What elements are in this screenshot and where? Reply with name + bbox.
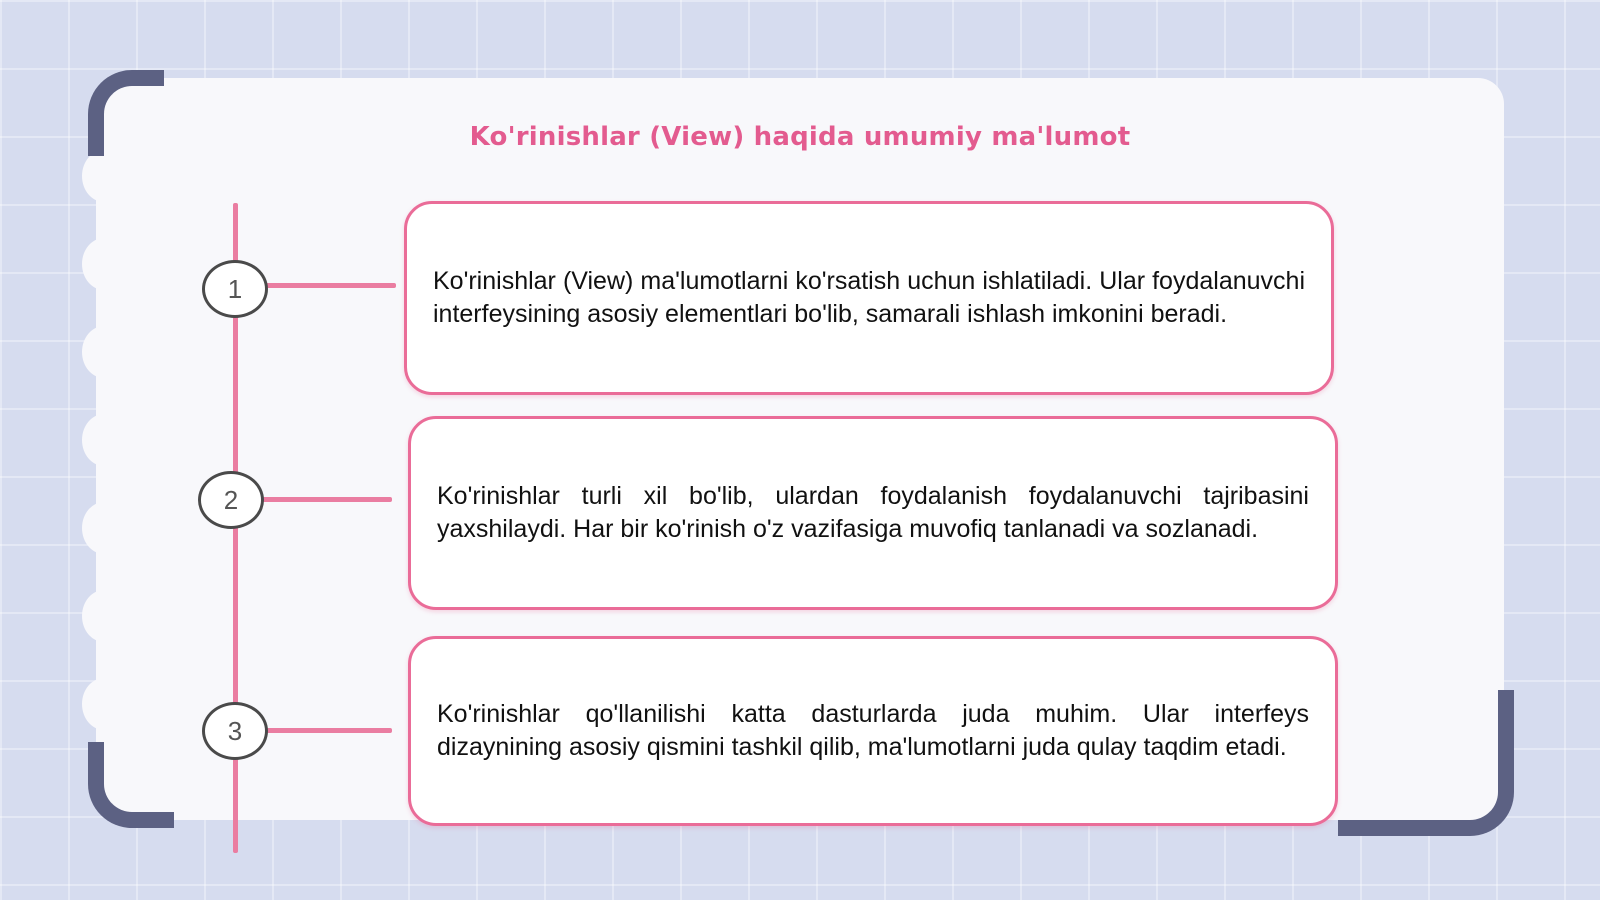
timeline-connector <box>266 283 396 288</box>
timeline-connector <box>266 728 392 733</box>
paper-scallop <box>82 414 126 466</box>
step-text-1: Ko'rinishlar (View) ma'lumotlarni ko'rsatish uchun ishlatiladi. Ular foydalanuvchi interfeysining asosiy elementlari bo'lib, samarali ishlash imkonini beradi. <box>433 267 1305 328</box>
step-text-3: Ko'rinishlar qo'llanilishi katta dasturlarda juda muhim. Ular interfeys dizaynining asosiy qismini tashkil qilib, ma'lumotlarni juda qulay taqdim etadi. <box>437 700 1309 761</box>
step-card-2 <box>408 416 1338 610</box>
paper-scallop <box>82 238 126 290</box>
paper-scallop <box>82 590 126 642</box>
corner-bracket-bottom-right <box>1338 690 1514 836</box>
step-number-3: 3 <box>202 702 268 760</box>
paper-scallop <box>82 150 126 202</box>
paper-scallop <box>82 502 126 554</box>
step-text-2: Ko'rinishlar turli xil bo'lib, ulardan foydalanish foydalanuvchi tajribasini yaxshilaydi. Har bir ko'rinish o'z vazifasiga muvofiq tanlanadi va sozlanadi. <box>437 482 1309 543</box>
page-title: Ko'rinishlar (View) haqida umumiy ma'lumot <box>469 122 1131 152</box>
step-card-1 <box>404 201 1334 395</box>
paper-scallop <box>82 678 126 730</box>
step-number-1: 1 <box>202 260 268 318</box>
corner-bracket-bottom-left <box>88 742 174 828</box>
timeline-connector <box>262 497 392 502</box>
step-number-2: 2 <box>198 471 264 529</box>
step-card-3 <box>408 636 1338 826</box>
paper-scallop <box>82 326 126 378</box>
